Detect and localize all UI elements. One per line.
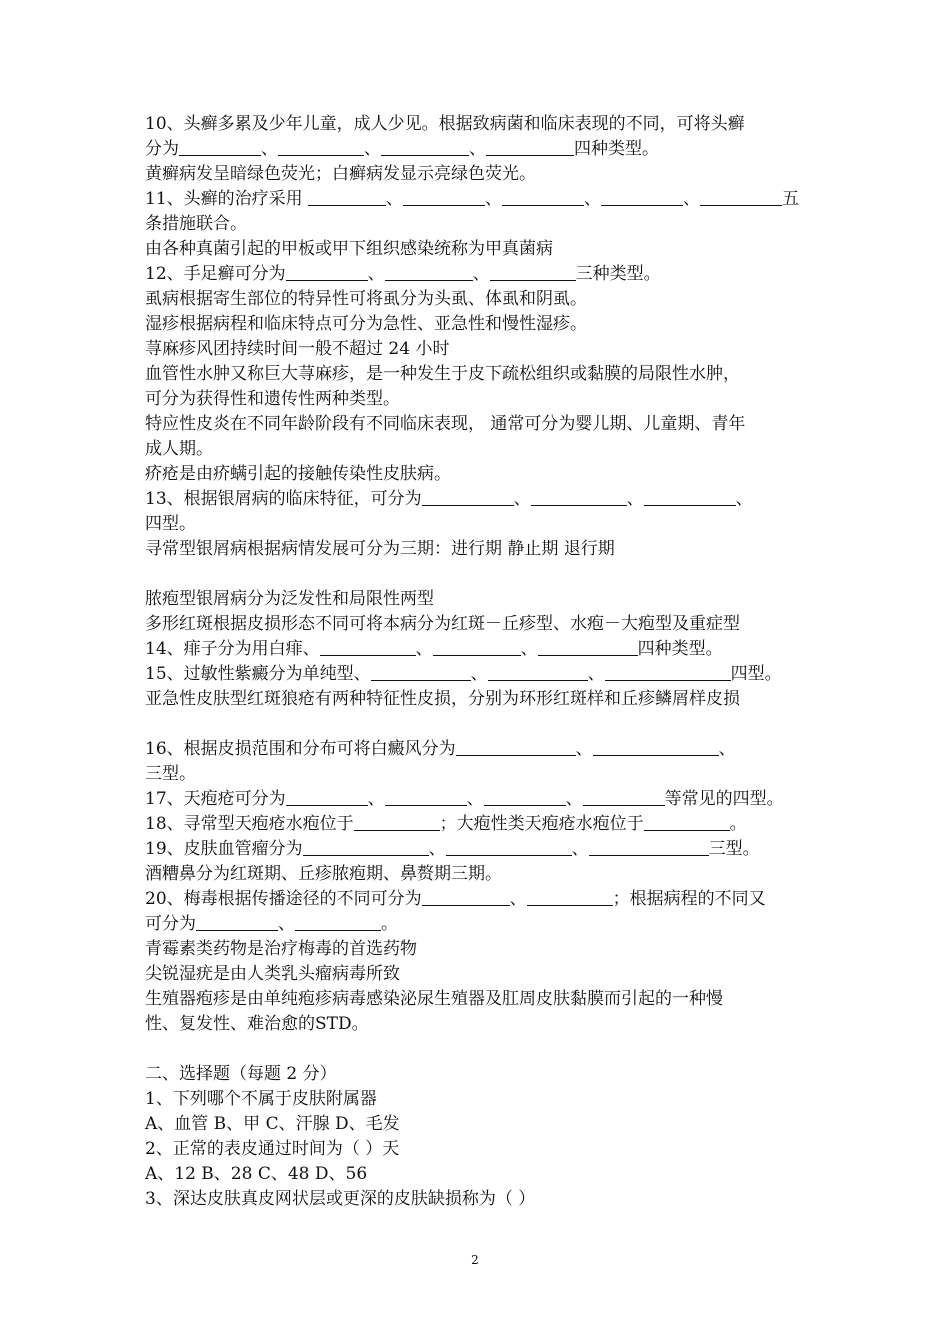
text-line: 湿疹根据病程和临床特点可分为急性、亚急性和慢性湿疹。 (145, 314, 587, 334)
answer-blank[interactable] (179, 138, 261, 156)
text-line: 生殖器疱疹是由单纯疱疹病毒感染泌尿生殖器及肛周皮肤黏膜而引起的一种慢 (145, 989, 723, 1009)
text-line: 可分为 、 。 (145, 914, 398, 934)
text-line: 青霉素类药物是治疗梅毒的首选药物 (145, 939, 417, 959)
text-line: 成人期。 (145, 439, 213, 459)
text-line: 血管性水肿又称巨大荨麻疹，是一种发生于皮下疏松组织或黏膜的局限性水肿， (145, 364, 740, 384)
answer-blank[interactable] (196, 913, 278, 931)
answer-blank[interactable] (308, 188, 386, 206)
answer-blank[interactable] (385, 788, 467, 806)
answer-blank[interactable] (531, 488, 627, 506)
answer-blank[interactable] (583, 788, 665, 806)
question-stem: 1、下列哪个不属于皮肤附属器 (145, 1089, 377, 1109)
answer-blank[interactable] (593, 738, 719, 756)
page-content (145, 112, 825, 1212)
answer-blank[interactable] (295, 913, 381, 931)
answer-blank[interactable] (286, 263, 368, 281)
text-line: 16、根据皮损范围和分布可将白癜风分为 、 、 (145, 739, 736, 759)
answer-blank[interactable] (385, 263, 473, 281)
question-stem: 2、正常的表皮通过时间为（ ）天 (145, 1139, 400, 1159)
text-line: 疥疮是由疥螨引起的接触传染性皮肤病。 (145, 464, 451, 484)
answer-blank[interactable] (422, 888, 510, 906)
answer-blank[interactable] (486, 138, 574, 156)
answer-blank[interactable] (354, 813, 440, 831)
text-line: 15、过敏性紫癜分为单纯型、 、 、 四型。 (145, 664, 782, 684)
text-line: 脓疱型银屑病分为泛发性和局限性两型 (145, 589, 434, 609)
answer-blank[interactable] (605, 663, 731, 681)
text-line: 荨麻疹风团持续时间一般不超过 24 小时 (145, 339, 450, 359)
answer-blank[interactable] (286, 788, 368, 806)
text-line: 黄癣病发呈暗绿色荧光；白癣病发显示亮绿色荧光。 (145, 164, 536, 184)
answer-blank[interactable] (601, 188, 683, 206)
text-line: 20、梅毒根据传播途径的不同可分为 、 ；根据病程的不同又 (145, 889, 766, 909)
answer-blank[interactable] (589, 838, 709, 856)
answer-blank[interactable] (484, 788, 566, 806)
text-line: 17、天疱疮可分为 、 、 、 等常见的四型。 (145, 789, 784, 809)
text-line: 酒糟鼻分为红斑期、丘疹脓疱期、鼻赘期三期。 (145, 864, 502, 884)
text-line: 性、复发性、难治愈的STD。 (145, 1014, 369, 1034)
text-line: 18、寻常型天疱疮水疱位于 ；大疱性类天疱疮水疱位于 。 (145, 814, 747, 834)
answer-blank[interactable] (403, 188, 485, 206)
text-line: 14、痱子分为用白痱、 、 、 四种类型。 (145, 639, 723, 659)
blank-spacer (145, 1037, 825, 1062)
text-line: 特应性皮炎在不同年龄阶段有不同临床表现， 通常可分为婴儿期、儿童期、青年 (145, 414, 746, 434)
answer-blank[interactable] (644, 813, 730, 831)
answer-blank[interactable] (446, 838, 572, 856)
text-line: 条措施联合。 (145, 214, 247, 234)
answer-blank[interactable] (278, 138, 364, 156)
section-heading: 二、选择题（每题 2 分） (145, 1064, 337, 1084)
answer-blank[interactable] (381, 138, 469, 156)
answer-blank[interactable] (456, 738, 576, 756)
answer-blank[interactable] (422, 488, 514, 506)
page-number: 2 (471, 1253, 479, 1267)
question-options[interactable]: A、血管 B、甲 C、汗腺 D、毛发 (145, 1114, 400, 1134)
text-line: 多形红斑根据皮损形态不同可将本病分为红斑－丘疹型、水疱－大疱型及重症型 (145, 614, 740, 634)
answer-blank[interactable] (320, 638, 416, 656)
text-line: 10、头癣多累及少年儿童，成人少见。根据致病菌和临床表现的不同，可将头癣 (145, 114, 745, 134)
answer-blank[interactable] (433, 638, 521, 656)
answer-blank[interactable] (527, 888, 613, 906)
text-line: 尖锐湿疣是由人类乳头瘤病毒所致 (145, 964, 400, 984)
answer-blank[interactable] (490, 263, 576, 281)
text-line: 19、皮肤血管瘤分为 、 、 三型。 (145, 839, 760, 859)
text-line: 虱病根据寄生部位的特异性可将虱分为头虱、体虱和阴虱。 (145, 289, 587, 309)
answer-blank[interactable] (700, 188, 782, 206)
answer-blank[interactable] (371, 663, 471, 681)
question-options[interactable]: A、12 B、28 C、48 D、56 (145, 1164, 368, 1184)
text-line: 11、头癣的治疗采用 、 、 、 、 五 (145, 189, 800, 209)
text-line: 可分为获得性和遗传性两种类型。 (145, 389, 400, 409)
blank-spacer (145, 712, 825, 737)
text-line: 四型。 (145, 514, 196, 534)
question-stem: 3、深达皮肤真皮网状层或更深的皮肤缺损称为（ ） (145, 1189, 536, 1209)
text-line: 三型。 (145, 764, 196, 784)
answer-blank[interactable] (538, 638, 638, 656)
blank-spacer (145, 562, 825, 587)
text-line: 分为 、 、 、 四种类型。 (145, 139, 659, 159)
text-line: 寻常型银屑病根据病情发展可分为三期：进行期 静止期 退行期 (145, 539, 615, 559)
text-line: 12、手足癣可分为 、 、 三种类型。 (145, 264, 661, 284)
answer-blank[interactable] (488, 663, 588, 681)
text-line: 由各种真菌引起的甲板或甲下组织感染统称为甲真菌病 (145, 239, 553, 259)
answer-blank[interactable] (303, 838, 429, 856)
text-line: 亚急性皮肤型红斑狼疮有两种特征性皮损，分别为环形红斑样和丘疹鳞屑样皮损 (145, 689, 740, 709)
text-line: 13、根据银屑病的临床特征，可分为 、 、 、 (145, 489, 753, 509)
answer-blank[interactable] (644, 488, 736, 506)
answer-blank[interactable] (502, 188, 584, 206)
